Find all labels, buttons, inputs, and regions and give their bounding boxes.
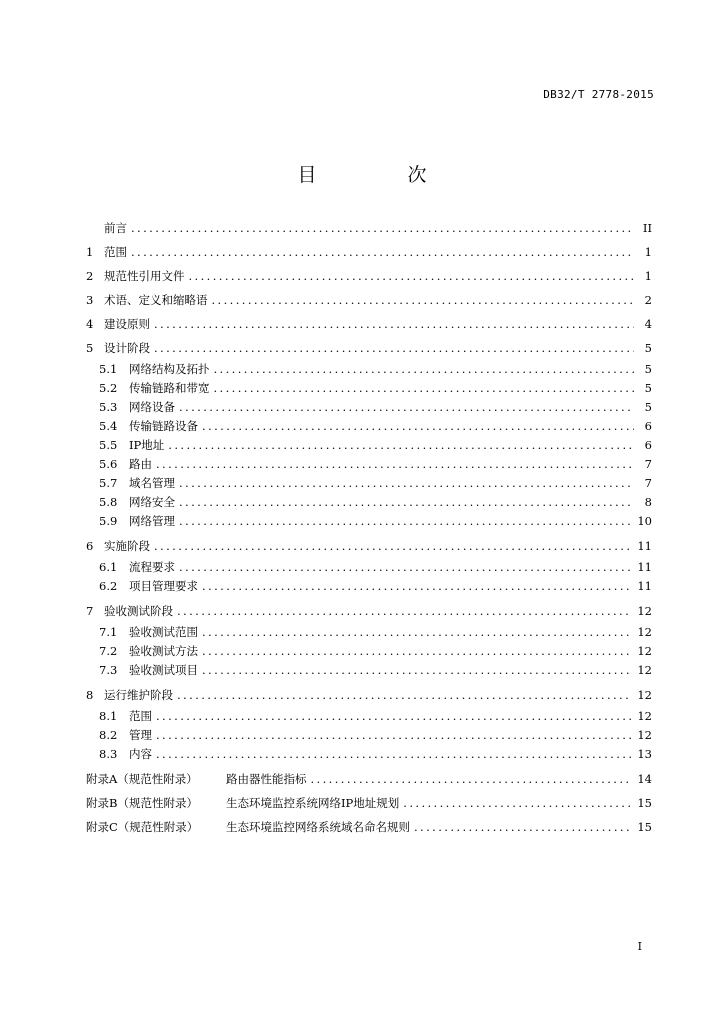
toc-subsection-entry[interactable] [86,360,652,379]
toc-entry-page: 12 [637,709,652,723]
toc-entry-number: 7.1 [99,625,118,639]
toc-entry-number: 附录C（规范性附录） [86,820,199,834]
toc-dot-leader [156,455,634,474]
toc-entry-label: 网络安全 [129,495,175,509]
toc-section-entry[interactable] [86,264,652,288]
toc-entry-page: 15 [637,820,652,834]
toc-entry-number: 1 [86,245,94,259]
toc-entry-number: 5.4 [99,419,118,433]
toc-section-entry[interactable] [86,312,652,336]
toc-entry-number: 8.2 [99,728,118,742]
toc-dot-leader [154,534,631,558]
toc-entry-page: 11 [637,539,652,553]
toc-entry-page: 12 [637,663,652,677]
toc-entry-page: 12 [637,604,652,618]
toc-entry-label: 前言 [104,221,127,235]
toc-subsection-entry[interactable] [86,455,652,474]
toc-annex-entry[interactable] [86,791,652,815]
toc-entry-page: 7 [644,476,652,490]
toc-entry-page: 1 [644,269,652,283]
toc-dot-leader [156,726,631,745]
toc-entry-number: 8.1 [99,709,118,723]
toc-entry-label: 网络管理 [129,514,175,528]
toc-entry-number: 5.1 [99,362,118,376]
toc-dot-leader [202,577,631,596]
toc-entry-label: 范围 [104,245,127,259]
toc-entry-label: 网络结构及拓扑 [129,362,210,376]
toc-subsection-entry[interactable] [86,398,652,417]
toc-dot-leader [212,288,635,312]
toc-subsection-entry[interactable] [86,745,652,764]
toc-dot-leader [177,683,631,707]
toc-subsection-entry[interactable] [86,493,652,512]
toc-entry-number: 4 [86,317,94,331]
toc-section-entry[interactable] [86,534,652,558]
toc-dot-leader [414,815,631,839]
toc-section-entry[interactable] [86,288,652,312]
toc-entry-number: 7.3 [99,663,118,677]
toc-entry-label: 流程要求 [129,560,175,574]
toc-section-entry[interactable] [86,683,652,707]
toc-dot-leader [311,767,632,791]
toc-entry-page: II [642,221,652,235]
document-code: DB32/T 2778-2015 [543,88,654,101]
toc-entry-page: 12 [637,644,652,658]
toc-entry-page: 12 [637,688,652,702]
toc-entry-number: 6.1 [99,560,118,574]
toc-subsection-entry[interactable] [86,474,652,493]
toc-dot-leader [179,398,634,417]
toc-entry-number: 5.2 [99,381,118,395]
toc-dot-leader [214,360,635,379]
toc-section-entry[interactable] [86,240,652,264]
toc-entry-page: 5 [644,341,652,355]
page-number: I [637,940,642,953]
toc-subsection-entry[interactable] [86,512,652,531]
toc-dot-leader [403,791,631,815]
toc-entry-label: 实施阶段 [104,539,150,553]
toc-subsection-entry[interactable] [86,726,652,745]
toc-section-entry[interactable] [86,599,652,623]
toc-annex-entry[interactable] [86,815,652,839]
toc-entry-label: 路由器性能指标 [226,772,307,786]
toc-entry-number: 附录A（规范性附录） [86,772,198,786]
toc-subsection-entry[interactable] [86,623,652,642]
toc-entry-page: 7 [644,457,652,471]
toc-entry-page: 15 [637,796,652,810]
toc-entry-label: 验收测试方法 [129,644,198,658]
toc-entry-label: 管理 [129,728,152,742]
toc-dot-leader [202,623,631,642]
toc-dot-leader [154,312,634,336]
toc-dot-leader [202,661,631,680]
toc-entry-label: 设计阶段 [104,341,150,355]
toc-entry-page: 6 [644,438,652,452]
toc-entry-label: 传输链路设备 [129,419,198,433]
toc-subsection-entry[interactable] [86,417,652,436]
toc-entry-number: 6 [86,539,94,553]
toc-entry-page: 13 [637,747,652,761]
toc-entry-page: 5 [644,381,652,395]
toc-dot-leader [189,264,635,288]
toc-dot-leader [131,216,634,240]
toc-entry-label: 建设原则 [104,317,150,331]
page-title: 目 次 [297,164,463,186]
toc-entry-number: 5.7 [99,476,118,490]
toc-entry-page: 12 [637,625,652,639]
toc-entry-number: 5.6 [99,457,118,471]
toc-dot-leader [179,493,634,512]
toc-dot-leader [179,474,634,493]
toc-entry-page: 11 [637,579,652,593]
toc-entry-page: 14 [637,772,652,786]
toc-entry-label: 内容 [129,747,152,761]
toc-entry-label: 生态环境监控系统网络IP地址规划 [226,796,400,810]
toc-dot-leader [179,558,631,577]
toc-entry-label: 规范性引用文件 [104,269,185,283]
toc-entry-page: 5 [644,400,652,414]
toc-subsection-entry[interactable] [86,707,652,726]
toc-subsection-entry[interactable] [86,379,652,398]
toc-entry-number: 附录B（规范性附录） [86,796,198,810]
toc-entry-label: 网络设备 [129,400,175,414]
toc-entry-page: 8 [644,495,652,509]
toc-entry-label: 生态环境监控网络系统域名命名规则 [226,820,410,834]
toc-dot-leader [168,436,634,455]
toc-entry-number: 7.2 [99,644,118,658]
toc-dot-leader [179,512,631,531]
table-of-contents [86,216,652,839]
toc-subsection-entry[interactable] [86,436,652,455]
toc-dot-leader [156,745,631,764]
toc-entry-number: 8.3 [99,747,118,761]
toc-entry-number: 5.8 [99,495,118,509]
toc-annex-entry[interactable] [86,767,652,791]
toc-entry-page: 1 [644,245,652,259]
toc-dot-leader [156,707,631,726]
toc-entry-page: 12 [637,728,652,742]
toc-entry-number: 8 [86,688,94,702]
toc-dot-leader [214,379,635,398]
toc-entry-label: 传输链路和带宽 [129,381,210,395]
toc-subsection-entry[interactable] [86,642,652,661]
toc-section-entry[interactable] [86,336,652,360]
toc-entry-number: 3 [86,293,94,307]
toc-entry-page: 2 [644,293,652,307]
toc-entry-label: 验收测试范围 [129,625,198,639]
toc-entry-label: IP地址 [129,438,165,452]
toc-subsection-entry[interactable] [86,661,652,680]
toc-subsection-entry[interactable] [86,577,652,596]
toc-entry-number: 5.3 [99,400,118,414]
toc-entry-label: 范围 [129,709,152,723]
toc-entry-number: 5.9 [99,514,118,528]
toc-entry-number: 5 [86,341,94,355]
toc-dot-leader [202,642,631,661]
toc-entry-number: 6.2 [99,579,118,593]
toc-dot-leader [202,417,634,436]
toc-subsection-entry[interactable] [86,558,652,577]
toc-entry-label: 路由 [129,457,152,471]
toc-dot-leader [131,240,634,264]
toc-entry-page: 4 [644,317,652,331]
toc-entry-label: 术语、定义和缩略语 [104,293,208,307]
toc-entry-label: 验收测试项目 [129,663,198,677]
toc-dot-leader [154,336,634,360]
toc-entry-number: 5.5 [99,438,118,452]
toc-entry-page: 10 [637,514,652,528]
toc-entry-number: 7 [86,604,94,618]
toc-entry-number: 2 [86,269,94,283]
toc-dot-leader [177,599,631,623]
toc-entry-label: 运行维护阶段 [104,688,173,702]
toc-entry-page: 6 [644,419,652,433]
toc-entry-page: 5 [644,362,652,376]
toc-entry-label: 域名管理 [129,476,175,490]
toc-entry-label: 项目管理要求 [129,579,198,593]
toc-section-entry[interactable] [86,216,652,240]
toc-entry-label: 验收测试阶段 [104,604,173,618]
toc-entry-page: 11 [637,560,652,574]
